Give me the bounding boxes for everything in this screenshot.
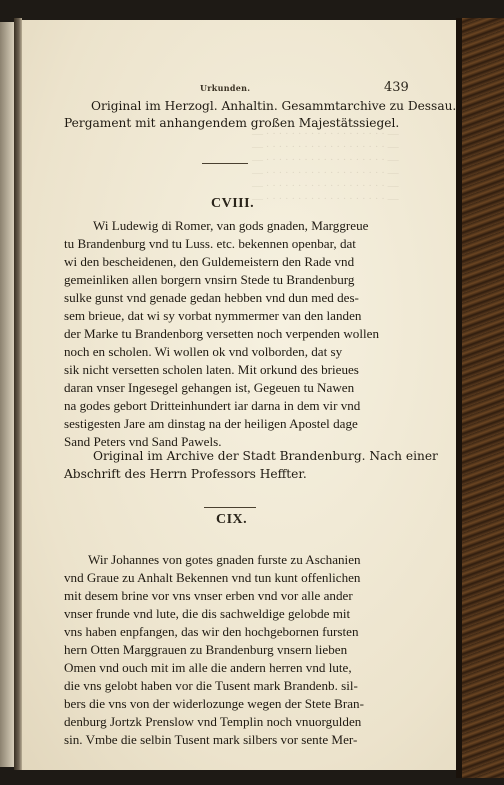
text-line: denburg Jortzk Prenslow vnd Templin noch vnuorgulden: [64, 714, 362, 729]
text-line: vnser frunde vnd lute, die dis sachweldige gelobde mit: [64, 606, 351, 621]
left-page-edge: [0, 22, 14, 767]
show-through-texture: — · · · · · · · · · · · · · · · · · · · — — · · · · · · · · · · · · · · · · · · · — — · · · · · · · · · · · · · · · · · · · — — · · · · · · · · · · · · · · · · · · · — — · · · · · · · · · · · · · · · · · · · — — · · · · · · · · · · · · · · · · · · · —: [252, 128, 399, 205]
text-line: vns haben enpfangen, das wir den hochgebornen fursten: [64, 624, 359, 639]
source-note-line: Pergament mit anhangendem großen Majestätssiegel.: [64, 116, 400, 130]
document-number: CVIII.: [211, 196, 255, 211]
text-line: Sand Peters vnd Sand Pawels.: [64, 434, 222, 449]
text-line: die vns gelobt haben vor die Tusent mark Brandenb. sil-: [64, 678, 358, 693]
text-line: hern Otten Marggrauen zu Brandenburg vnsern lieben: [64, 642, 348, 657]
text-line: daran vnser Ingesegel gehangen ist, Gegeuen tu Nawen: [64, 380, 355, 395]
text-line: tu Brandenburg vnd tu Luss. etc. bekennen openbar, dat: [64, 236, 356, 251]
text-line: na godes gebort Dritteinhundert iar darna in dem vir vnd: [64, 398, 361, 413]
book-cover-board: [456, 18, 504, 778]
text-line: vnd Graue zu Anhalt Bekennen vnd tun kunt offenlichen: [64, 570, 361, 585]
text-line: Omen vnd ouch mit im alle die andern herren vnd lute,: [64, 660, 352, 675]
source-note-line: Original im Herzogl. Anhaltin. Gesammtarchive zu Dessau.: [91, 99, 457, 113]
document-number: CIX.: [216, 512, 248, 527]
text-line: gemeinliken allen borgern vnsirn Stede tu Brandenburg: [64, 272, 355, 287]
text-line: noch en scholen. Wi wollen ok vnd volborden, dat sy: [64, 344, 343, 359]
text-line: bers die vns von der widerlozunge wegen der Stete Bran-: [64, 696, 364, 711]
text-line: sulke gunst vnd genade gedan hebben vnd dun med des-: [64, 290, 359, 305]
source-note-line: Original im Archive der Stadt Brandenburg. Nach einer: [93, 449, 438, 463]
text-line: der Marke tu Brandenborg versetten noch verpenden wollen: [64, 326, 379, 341]
text-line: Wir Johannes von gotes gnaden furste zu Aschanien: [88, 552, 361, 567]
running-head: Urkunden.: [200, 83, 251, 93]
text-line: sin. Vmbe die selbin Tusent mark silbers vor sente Mer-: [64, 732, 358, 747]
text-line: sem brieue, dat wi sy vorbat nymmermer van den landen: [64, 308, 362, 323]
text-line: Wi Ludewig di Romer, van gods gnaden, Marggreue: [93, 218, 369, 233]
text-line: mit desem brine vor vns vnser erben vnd vor alle ander: [64, 588, 353, 603]
text-line: wi den bescheidenen, den Guldemeistern den Rade vnd: [64, 254, 355, 269]
section-divider: [204, 507, 256, 508]
book-gutter: [14, 18, 22, 770]
source-note-line: Abschrift des Herrn Professors Heffter.: [64, 467, 307, 481]
section-divider: [202, 163, 248, 164]
text-line: sik nicht versetten scholen laten. Mit orkund des brieues: [64, 362, 359, 377]
text-line: sestigesten Jare am dinstag na der heiligen Apostel dage: [64, 416, 358, 431]
cover-edge-shadow: [456, 18, 462, 778]
page-number: 439: [384, 80, 409, 95]
